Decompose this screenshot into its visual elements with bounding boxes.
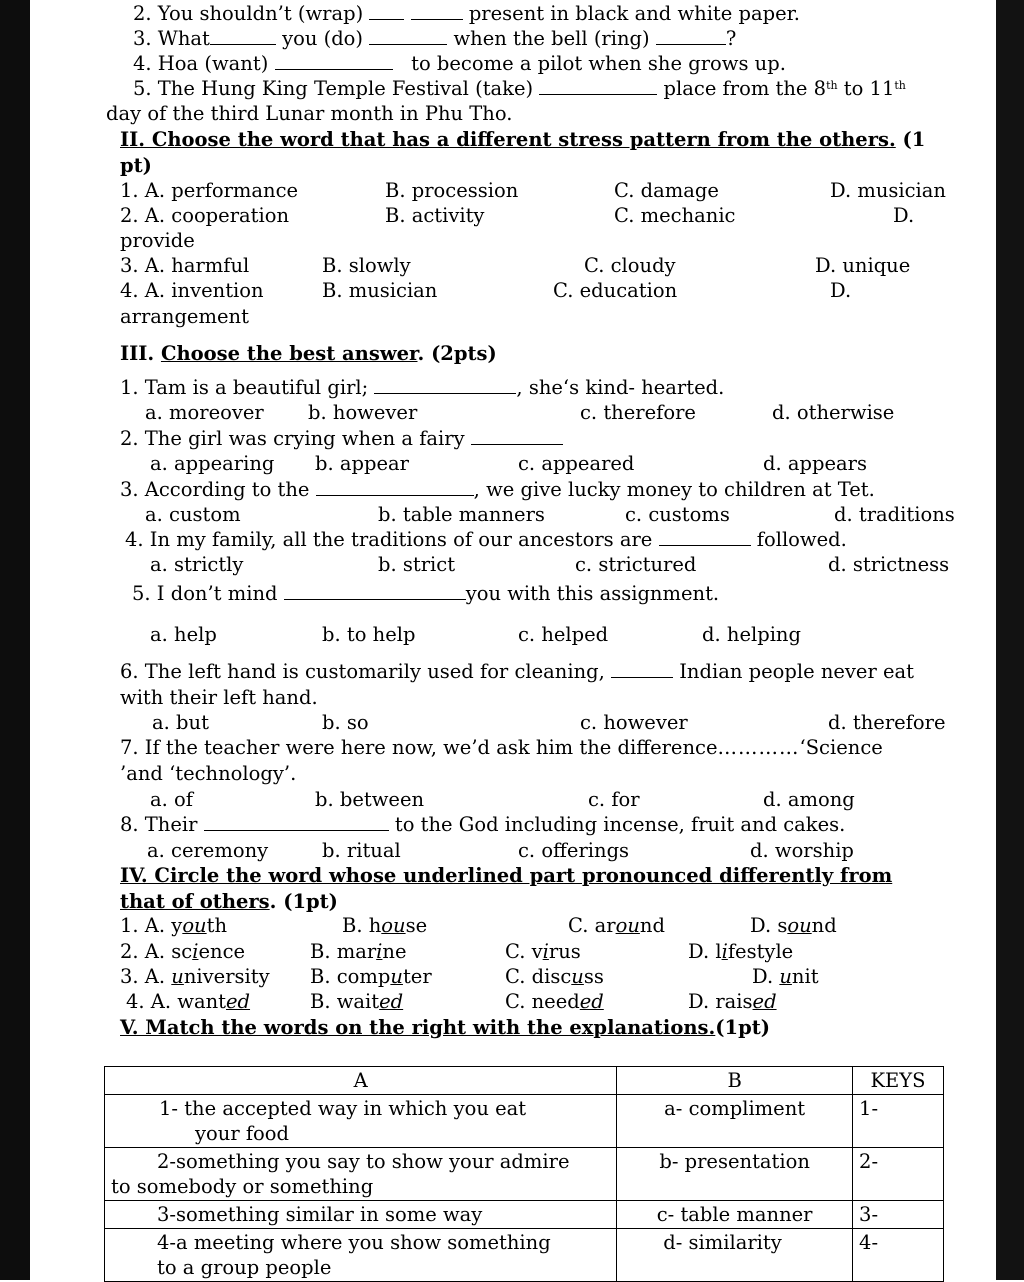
mcq-q1-d: d. otherwise bbox=[772, 401, 895, 424]
mcq-q2-d: d. appears bbox=[763, 452, 867, 475]
mcq-q3-c: c. customs bbox=[625, 503, 730, 526]
stress-q4-d: D. bbox=[830, 279, 852, 302]
mcq-q2-b: b. appear bbox=[315, 452, 409, 475]
pron-q1-c: C. around bbox=[568, 914, 665, 937]
key-cell: 4- bbox=[853, 1229, 944, 1282]
pron-q1-a: 1. A. youth bbox=[120, 914, 228, 937]
exercise-1-q4: 4. Hoa (want) to become a pilot when she grows up. bbox=[133, 52, 786, 75]
mcq-q7-c: c. for bbox=[588, 788, 640, 811]
mcq-q8: 8. Their to the God including incense, fruit and cakes. bbox=[120, 813, 846, 836]
pron-q4-b: B. waited bbox=[310, 990, 404, 1013]
pron-q1-d: D. sound bbox=[750, 914, 837, 937]
mcq-q1-c: c. therefore bbox=[580, 401, 696, 424]
stress-q4-a: 4. A. invention bbox=[120, 279, 264, 302]
mcq-q4-d: d. strictness bbox=[828, 553, 950, 576]
mcq-q1-b: b. however bbox=[308, 401, 418, 424]
table-row bbox=[105, 1148, 944, 1201]
mcq-q4-c: c. strictured bbox=[575, 553, 697, 576]
mcq-q6-cont: with their left hand. bbox=[120, 686, 318, 709]
mcq-q8-d: d. worship bbox=[750, 839, 854, 862]
mcq-q5-d: d. helping bbox=[702, 623, 801, 646]
stress-q2-b: B. activity bbox=[385, 204, 485, 227]
explanation-cell: 4-a meeting where you show something to a group people bbox=[105, 1229, 617, 1282]
table-header-row bbox=[105, 1067, 944, 1095]
pron-q2-a: 2. A. science bbox=[120, 940, 246, 963]
stress-q2-d-cont: provide bbox=[120, 229, 195, 252]
column-header-keys: KEYS bbox=[853, 1067, 944, 1095]
stress-q1-a: 1. A. performance bbox=[120, 179, 299, 202]
mcq-q4-a: a. strictly bbox=[150, 553, 244, 576]
table-row bbox=[105, 1201, 944, 1229]
mcq-q6-b: b. so bbox=[322, 711, 369, 734]
exercise-1-q5: 5. The Hung King Temple Festival (take) place from the 8th to 11th bbox=[133, 77, 906, 100]
mcq-q8-c: c. offerings bbox=[518, 839, 630, 862]
mcq-q2-c: c. appeared bbox=[518, 452, 635, 475]
stress-q1-d: D. musician bbox=[830, 179, 946, 202]
mcq-q7-b: b. between bbox=[315, 788, 425, 811]
table-row bbox=[105, 1095, 944, 1148]
column-header-b: B bbox=[617, 1067, 853, 1095]
pron-q3-a: 3. A. university bbox=[120, 965, 270, 988]
explanation-cell: 3-something similar in some way bbox=[105, 1201, 617, 1229]
mcq-q6-c: c. however bbox=[580, 711, 688, 734]
mcq-q7: 7. If the teacher were here now, we’d ask him the difference…………‘Science bbox=[120, 736, 883, 759]
pron-q3-b: B. computer bbox=[310, 965, 432, 988]
mcq-q6-a: a. but bbox=[152, 711, 209, 734]
left-scan-border bbox=[0, 0, 30, 1280]
pron-q1-b: B. house bbox=[342, 914, 428, 937]
mcq-q2: 2. The girl was crying when a fairy bbox=[120, 427, 563, 451]
exercise-1-q5-cont: day of the third Lunar month in Phu Tho. bbox=[106, 102, 513, 125]
matching-table bbox=[104, 1066, 944, 1282]
mcq-q1-a: a. moreover bbox=[145, 401, 264, 424]
word-cell: d- similarity bbox=[617, 1229, 853, 1282]
section-5-heading: V. Match the words on the right with the explanations.(1pt) bbox=[120, 1016, 770, 1039]
stress-q4-c: C. education bbox=[553, 279, 678, 302]
section-4-heading-cont: that of others. (1pt) bbox=[120, 890, 338, 913]
mcq-q7-d: d. among bbox=[763, 788, 855, 811]
stress-q2-d: D. bbox=[893, 204, 915, 227]
word-cell: c- table manner bbox=[617, 1201, 853, 1229]
mcq-q8-b: b. ritual bbox=[322, 839, 401, 862]
pron-q2-d: D. lifestyle bbox=[688, 940, 794, 963]
exercise-1-q2: 2. You shouldn’t (wrap) present in black and white paper. bbox=[133, 2, 801, 25]
right-scan-border bbox=[996, 0, 1024, 1280]
mcq-q3-a: a. custom bbox=[145, 503, 241, 526]
column-header-a: A bbox=[105, 1067, 617, 1095]
mcq-q1: 1. Tam is a beautiful girl; , she‘s kind- hearted. bbox=[120, 376, 725, 399]
mcq-q5-b: b. to help bbox=[322, 623, 416, 646]
section-4-heading: IV. Circle the word whose underlined part pronounced differently from bbox=[120, 864, 893, 887]
explanation-cell: 1- the accepted way in which you eat your food bbox=[105, 1095, 617, 1148]
table-row bbox=[105, 1229, 944, 1282]
mcq-q4-b: b. strict bbox=[378, 553, 456, 576]
mcq-q7-cont: ’and ‘technology’. bbox=[120, 762, 297, 785]
stress-q1-c: C. damage bbox=[614, 179, 719, 202]
stress-q3-d: D. unique bbox=[815, 254, 911, 277]
key-cell: 2- bbox=[853, 1148, 944, 1201]
word-cell: b- presentation bbox=[617, 1148, 853, 1201]
explanation-cell: 2-something you say to show your admire to somebody or something bbox=[105, 1148, 617, 1201]
stress-q3-c: C. cloudy bbox=[584, 254, 676, 277]
stress-q4-d-cont: arrangement bbox=[120, 305, 249, 328]
stress-q2-c: C. mechanic bbox=[614, 204, 736, 227]
stress-q2-a: 2. A. cooperation bbox=[120, 204, 290, 227]
stress-q3-a: 3. A. harmful bbox=[120, 254, 250, 277]
stress-q4-b: B. musician bbox=[322, 279, 438, 302]
mcq-q3-d: d. traditions bbox=[834, 503, 955, 526]
mcq-q6: 6. The left hand is customarily used for cleaning, Indian people never eat bbox=[120, 660, 914, 683]
word-cell: a- compliment bbox=[617, 1095, 853, 1148]
stress-q3-b: B. slowly bbox=[322, 254, 411, 277]
section-2-heading: II. Choose the word that has a different stress pattern from the others. (1 bbox=[120, 128, 926, 151]
mcq-q5: 5. I don’t mind you with this assignment. bbox=[132, 582, 720, 605]
mcq-q3: 3. According to the , we give lucky money to children at Tet. bbox=[120, 478, 875, 501]
mcq-q3-b: b. table manners bbox=[378, 503, 545, 526]
section-2-points: pt) bbox=[120, 154, 152, 177]
stress-q1-b: B. procession bbox=[385, 179, 519, 202]
pron-q3-d: D. unit bbox=[752, 965, 819, 988]
mcq-q5-a: a. help bbox=[150, 623, 217, 646]
section-3-heading: III. Choose the best answer. (2pts) bbox=[120, 342, 497, 365]
mcq-q6-d: d. therefore bbox=[828, 711, 946, 734]
exercise-1-q3: 3. What you (do) when the bell (ring) ? bbox=[133, 27, 737, 50]
mcq-q4: 4. In my family, all the traditions of our ancestors are followed. bbox=[125, 528, 847, 551]
pron-q4-c: C. needed bbox=[505, 990, 604, 1013]
pron-q2-b: B. marine bbox=[310, 940, 407, 963]
pron-q4-a: 4. A. wanted bbox=[126, 990, 251, 1013]
mcq-q7-a: a. of bbox=[150, 788, 193, 811]
mcq-q2-a: a. appearing bbox=[150, 452, 275, 475]
pron-q3-c: C. discuss bbox=[505, 965, 604, 988]
key-cell: 1- bbox=[853, 1095, 944, 1148]
key-cell: 3- bbox=[853, 1201, 944, 1229]
mcq-q8-a: a. ceremony bbox=[147, 839, 269, 862]
pron-q2-c: C. virus bbox=[505, 940, 581, 963]
mcq-q5-c: c. helped bbox=[518, 623, 609, 646]
pron-q4-d: D. raised bbox=[688, 990, 777, 1013]
